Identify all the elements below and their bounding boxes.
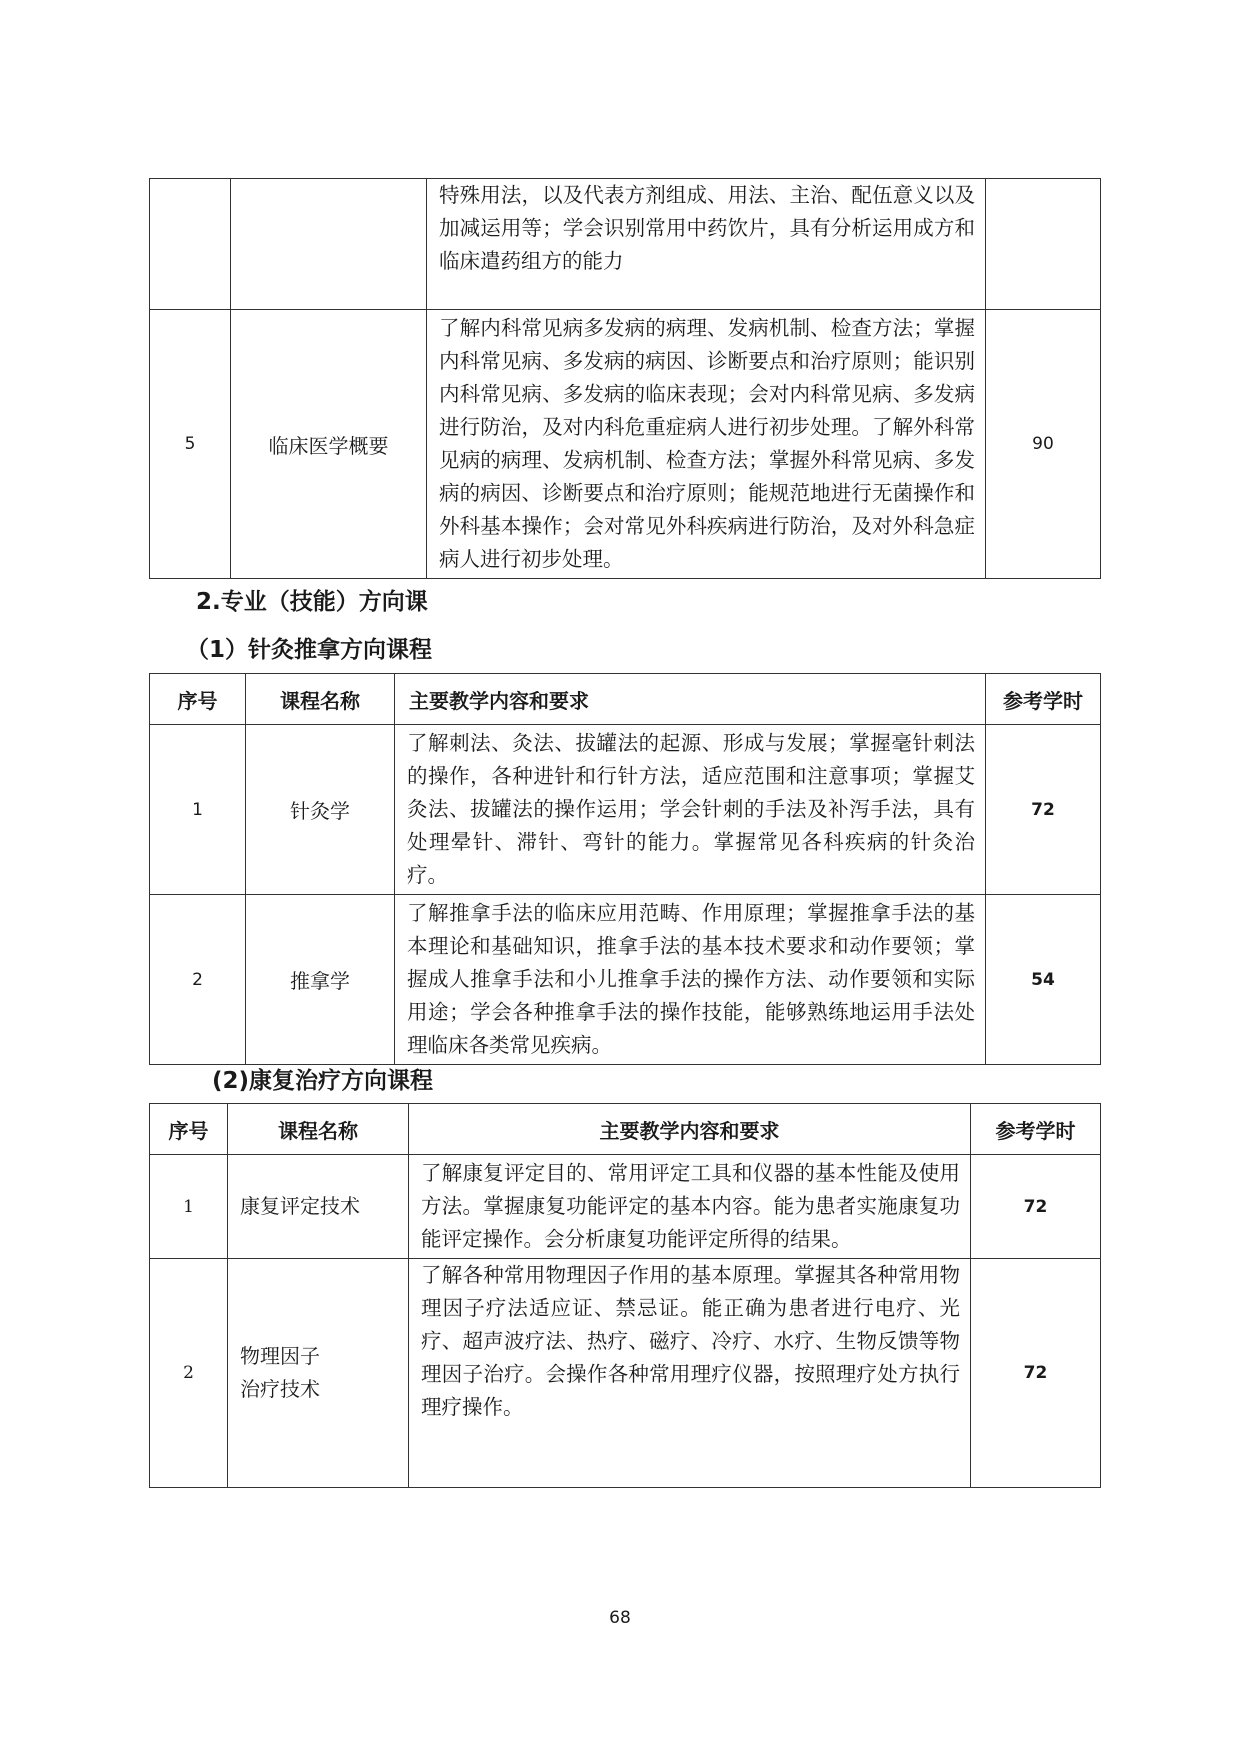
course-content: 了解内科常见病多发病的病理、发病机制、检查方法；掌握内科常见病、多发病的病因、诊断要点和治疗原则；能识别内科常见病、多发病的临床表现；会对内科常见病、多发病进行防治，及对内科危重症病人进行初步处理。了解外科常见病的病理、发病机制、检查方法；掌握外科常见病、多发病的病因、诊断要点和治疗原则；能规范地进行无菌操作和外科基本操作；会对常见外科疾病进行防治，及对外科急症病人进行初步处理。 [427, 310, 986, 579]
row-index: 1 [150, 725, 246, 895]
table-row [150, 725, 1101, 895]
header-index: 序号 [150, 674, 246, 725]
table-row [150, 310, 1101, 579]
course-hours [986, 179, 1101, 310]
course-name-line2: 治疗技术 [240, 1377, 320, 1401]
course-name [228, 1259, 409, 1488]
course-name-line1: 物理因子 [240, 1344, 320, 1368]
course-content: 了解刺法、灸法、拔罐法的起源、形成与发展；掌握毫针刺法的操作，各种进针和行针方法，适应范围和注意事项；掌握艾灸法、拔罐法的操作运用；学会针刺的手法及补泻手法，具有处理晕针、滞针、弯针的能力。掌握常见各科疾病的针灸治疗。 [395, 725, 986, 895]
course-hours: 72 [971, 1259, 1101, 1488]
row-index: 2 [150, 895, 246, 1065]
course-content: 了解推拿手法的临床应用范畴、作用原理；掌握推拿手法的基本理论和基础知识，推拿手法的基本技术要求和动作要领；掌握成人推拿手法和小儿推拿手法的操作方法、动作要领和实际用途；学会各种推拿手法的操作技能，能够熟练地运用手法处理临床各类常见疾病。 [395, 895, 986, 1065]
row-index [150, 179, 231, 310]
table-header-row [150, 1104, 1101, 1155]
rehab-course-table [149, 1103, 1101, 1488]
table-header-row [150, 674, 1101, 725]
course-name: 针灸学 [246, 725, 395, 895]
course-name: 推拿学 [246, 895, 395, 1065]
course-hours: 72 [986, 725, 1101, 895]
course-name [228, 1155, 409, 1259]
table-row [150, 179, 1101, 310]
table-row [150, 895, 1101, 1065]
course-content: 了解各种常用物理因子作用的基本原理。掌握其各种常用物理因子疗法适应证、禁忌证。能正确为患者进行电疗、光疗、超声波疗法、热疗、磁疗、冷疗、水疗、生物反馈等物理因子治疗。会操作各种常用理疗仪器，按照理疗处方执行理疗操作。 [409, 1259, 971, 1488]
header-hours: 参考学时 [986, 674, 1101, 725]
header-content: 主要教学内容和要求 [409, 1104, 971, 1155]
rehab-heading: (2)康复治疗方向课程 [212, 1068, 434, 1094]
acupuncture-heading: （1）针灸推拿方向课程 [186, 637, 433, 663]
page-number: 68 [609, 1608, 631, 1628]
row-index: 1 [150, 1155, 228, 1259]
course-content: 特殊用法，以及代表方剂组成、用法、主治、配伍意义以及加减运用等；学会识别常用中药饮片，具有分析运用成方和临床遣药组方的能力 [427, 179, 986, 310]
row-index: 5 [150, 310, 231, 579]
section-heading: 2.专业（技能）方向课 [196, 589, 428, 615]
row-index: 2 [150, 1259, 228, 1488]
header-content: 主要教学内容和要求 [395, 674, 986, 725]
course-content: 了解康复评定目的、常用评定工具和仪器的基本性能及使用方法。掌握康复功能评定的基本内容。能为患者实施康复功能评定操作。会分析康复功能评定所得的结果。 [409, 1155, 971, 1259]
acupuncture-course-table [149, 673, 1101, 1065]
course-name [231, 179, 427, 310]
course-name-line1: 康复评定技术 [240, 1194, 360, 1218]
header-name: 课程名称 [246, 674, 395, 725]
header-name: 课程名称 [228, 1104, 409, 1155]
continued-course-table [149, 178, 1101, 579]
course-hours: 72 [971, 1155, 1101, 1259]
table-row [150, 1259, 1101, 1488]
header-hours: 参考学时 [971, 1104, 1101, 1155]
course-hours: 54 [986, 895, 1101, 1065]
table-row [150, 1155, 1101, 1259]
course-name: 临床医学概要 [231, 310, 427, 579]
header-index: 序号 [150, 1104, 228, 1155]
course-hours: 90 [986, 310, 1101, 579]
